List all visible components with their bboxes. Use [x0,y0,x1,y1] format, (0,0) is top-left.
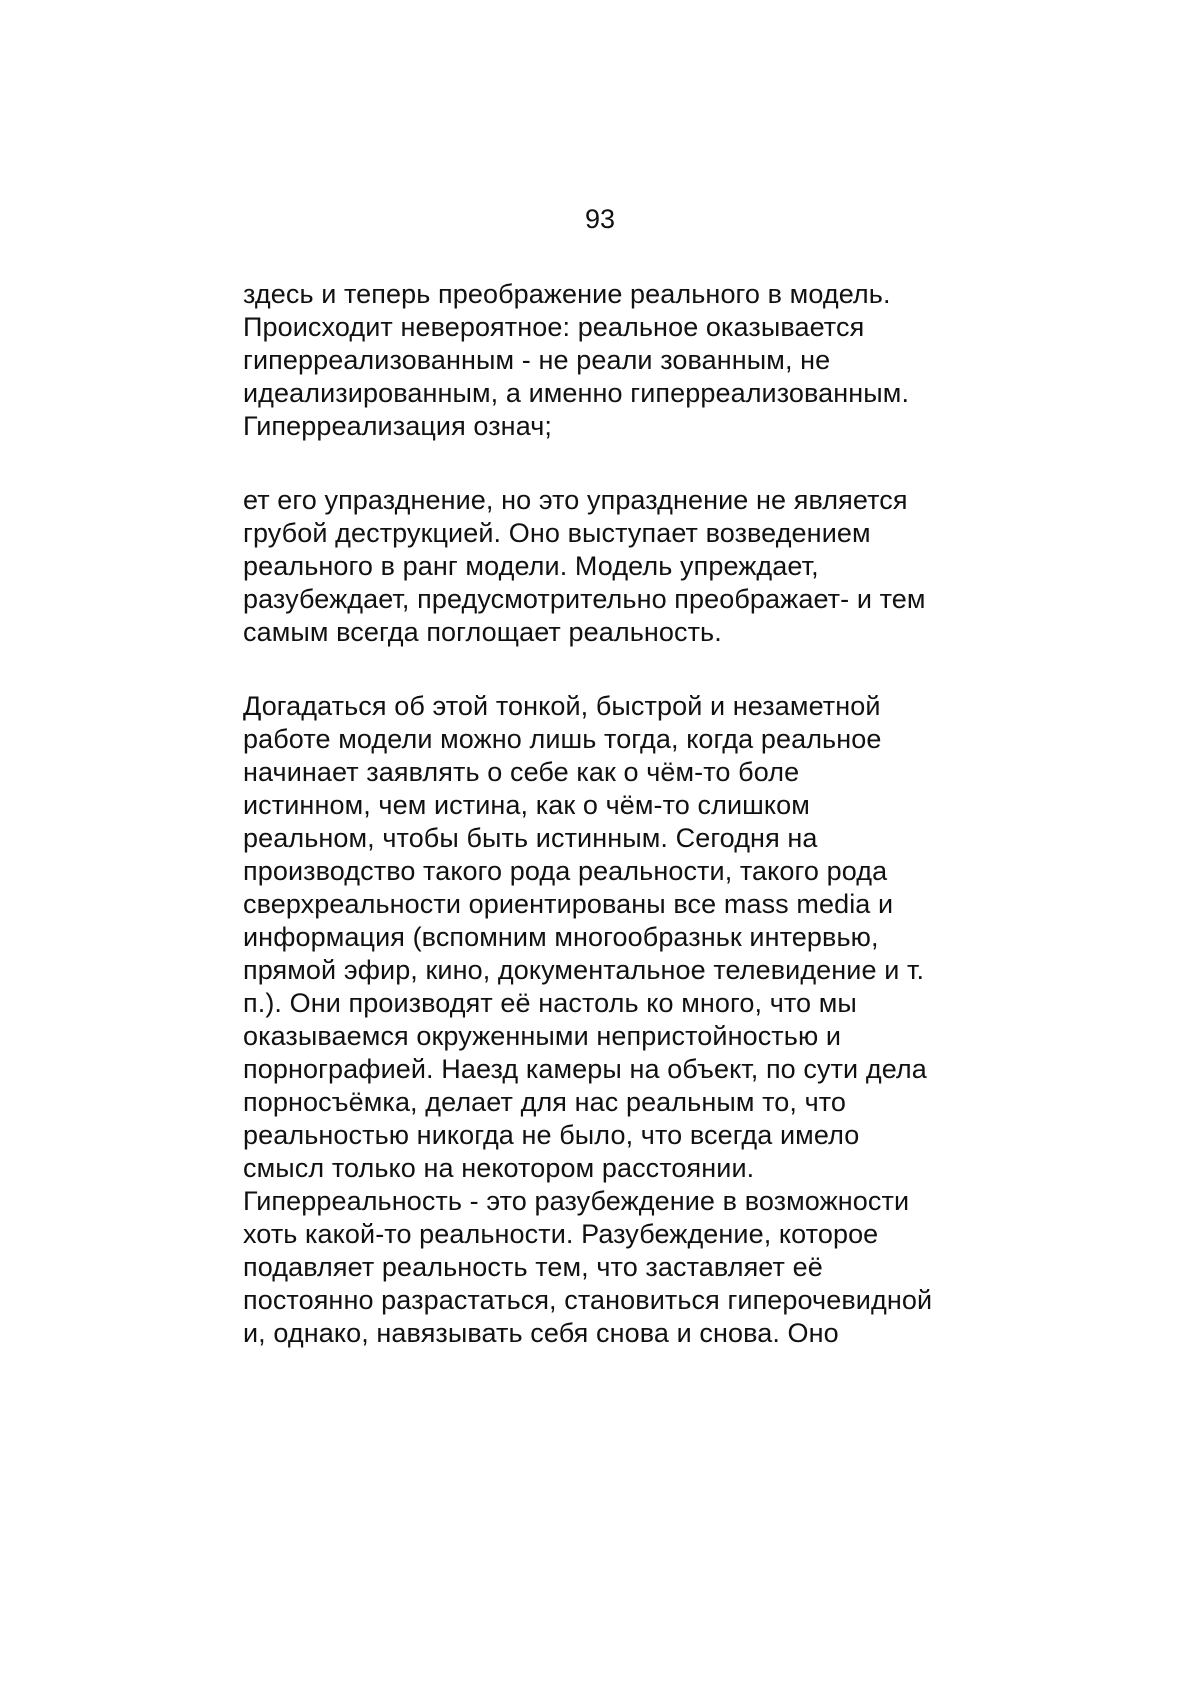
text-line: разубеждает, предусмотрительно преображает- и тем [243,584,926,614]
text-line: истинном, чем истина, как о чём-то слишком [243,790,810,820]
text-line: здесь и теперь преображение реального в модель. [243,279,891,309]
body-text [243,278,1003,1350]
text-line: реального в ранг модели. Модель упреждает, [243,551,819,581]
text-line: информация (вспомним многообразньк интервью, [243,922,879,952]
text-line: грубой деструкцией. Оно выступает возведением [243,518,871,548]
text-line: порносъёмка, делает для нас реальным то, что [243,1087,847,1117]
text-line: оказываемся окруженными непристойностью и [243,1021,842,1051]
text-line: прямой эфир, кино, документальное телевидение и т. [243,955,925,985]
text-line: работе модели можно лишь тогда, когда реальное [243,724,882,754]
paragraph-1 [243,278,1003,443]
text-line: реальностью никогда не было, что всегда имело [243,1120,860,1150]
text-line: порнографией. Наезд камеры на объект, по сути дела [243,1054,927,1084]
text-line: начинает заявлять о себе как о чём-то боле [243,757,800,787]
text-line: хоть какой-то реальности. Разубеждение, которое [243,1219,879,1249]
page-number: 93 [584,204,616,234]
text-line: и, однако, навязывать себя снова и снова. Оно [243,1318,839,1348]
text-line: Гиперреализация означ; [243,411,552,441]
text-line: постоянно разрастаться, становиться гиперочевидной [243,1285,933,1315]
text-line: подавляет реальность тем, что заставляет её [243,1252,823,1282]
text-line: идеализированным, а именно гиперреализованным. [243,378,910,408]
text-line: смысл только на некотором расстоянии. [243,1153,755,1183]
paragraph-3 [243,690,1003,1350]
text-line: ет его упразднение, но это упразднение не является [243,485,908,515]
paragraph-2 [243,484,1003,649]
text-line: сверхреальности ориентированы все mass media и [243,889,894,919]
text-line: п.). Они производят её настоль ко много, что мы [243,988,857,1018]
text-line: гиперреализованным - не реали зованным, не [243,345,831,375]
text-line: Гиперреальность - это разубеждение в возможности [243,1186,910,1216]
text-line: производство такого рода реальности, такого рода [243,856,888,886]
text-line: самым всегда поглощает реальность. [243,617,722,647]
text-line: реальном, чтобы быть истинным. Сегодня на [243,823,818,853]
text-line: Догадаться об этой тонкой, быстрой и незаметной [243,691,881,721]
text-line: Происходит невероятное: реальное оказывается [243,312,865,342]
